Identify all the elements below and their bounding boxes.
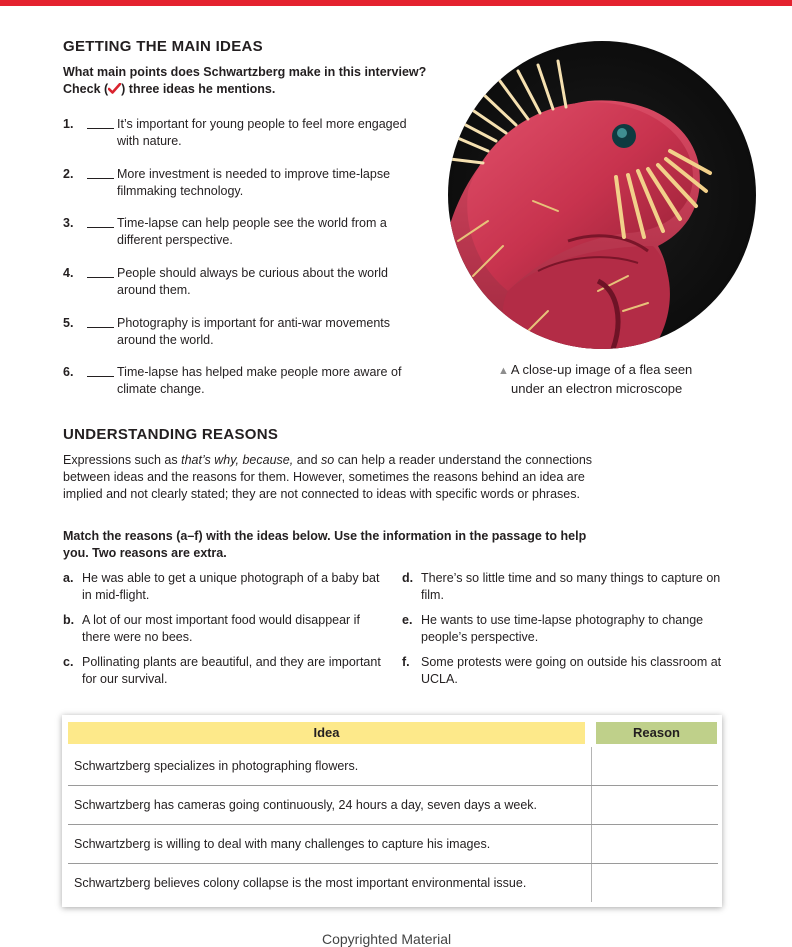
idea-cell: Schwartzberg believes colony collapse is the most important environmental issue. (74, 876, 527, 890)
item-text: Photography is important for anti-war movements around the world. (117, 315, 391, 347)
item-number: 2. (63, 166, 74, 181)
item-number: 5. (63, 315, 74, 330)
table-row (68, 747, 718, 786)
instruction-pre: Check ( (63, 82, 109, 96)
footer-text: Copyrighted Material (322, 931, 452, 947)
table-row (68, 786, 718, 825)
item-text: Time-lapse has helped make people more aware of climate change. (117, 365, 402, 397)
flea-microscope-photo (448, 41, 756, 349)
item-text: Time-lapse can help people see the world from a different perspective. (117, 216, 387, 248)
caption-line2: under an electron microscope (511, 381, 683, 396)
reasons-paragraph (63, 452, 593, 503)
idea-item-2 (63, 166, 433, 216)
reason-text: Some protests were going on outside his classroom at UCLA. (421, 655, 722, 686)
idea-item-4 (63, 265, 433, 315)
reason-e (402, 612, 732, 646)
idea-item-3 (63, 215, 433, 265)
reason-text: Pollinating plants are beautiful, and they are important for our survival. (82, 655, 381, 686)
idea-cell: Schwartzberg specializes in photographing flowers. (74, 759, 359, 773)
idea-item-5 (63, 315, 433, 365)
triangle-up-icon: ▲ (498, 365, 509, 377)
para-italic: so (321, 453, 335, 467)
reason-letter: e. (402, 613, 413, 627)
para-text: and (293, 453, 322, 467)
reason-text: He wants to use time-lapse photography to change people’s perspective. (421, 613, 704, 644)
section-title-reasons: UNDERSTANDING REASONS (63, 426, 279, 443)
photo-caption (498, 361, 738, 398)
instruction-post: ) three ideas he mentions. (121, 82, 276, 96)
column-divider (591, 864, 592, 902)
column-header-reason: Reason (596, 722, 717, 744)
check-blank[interactable] (87, 227, 114, 228)
check-blank[interactable] (87, 376, 114, 377)
reason-letter: f. (402, 655, 410, 669)
instruction-line1: What main points does Schwartzberg make in this interview? (63, 65, 427, 79)
checkmark-icon (108, 82, 121, 93)
para-italic: that’s why, because, (181, 453, 294, 467)
idea-cell: Schwartzberg has cameras going continuously, 24 hours a day, seven days a week. (74, 798, 537, 812)
table-row (68, 864, 718, 903)
table-row (68, 825, 718, 864)
column-header-idea: Idea (68, 722, 585, 744)
reason-text: A lot of our most important food would disappear if there were no bees. (82, 613, 360, 644)
item-number: 3. (63, 216, 74, 231)
main-ideas-instruction (63, 64, 463, 98)
item-text: More investment is needed to improve time-lapse filmmaking technology. (117, 166, 391, 198)
reasons-right-column (402, 570, 732, 696)
caption-line1: A close-up image of a flea seen (510, 362, 693, 377)
para-text: Expressions such as (63, 453, 182, 467)
column-divider (591, 747, 592, 785)
item-number: 4. (63, 266, 74, 281)
reason-letter: b. (63, 613, 75, 627)
reasons-instruction: Match the reasons (a–f) with the ideas below. Use the information in the passage to help you. Two reasons are extra. (63, 529, 587, 560)
main-ideas-list (63, 116, 433, 414)
reason-f (402, 654, 732, 688)
reason-letter: c. (63, 655, 74, 669)
check-blank[interactable] (87, 277, 114, 278)
idea-cell: Schwartzberg is willing to deal with many challenges to capture his images. (74, 837, 491, 851)
reason-b (63, 612, 381, 646)
reason-letter: a. (63, 571, 74, 585)
check-blank[interactable] (87, 327, 114, 328)
check-blank[interactable] (87, 128, 114, 129)
reason-d (402, 570, 732, 604)
idea-item-6 (63, 364, 433, 414)
reason-c (63, 654, 381, 688)
idea-item-1 (63, 116, 433, 166)
item-number: 6. (63, 365, 74, 380)
column-divider (591, 786, 592, 824)
idea-reason-table (62, 715, 722, 907)
reason-a (63, 570, 381, 604)
item-number: 1. (63, 117, 74, 131)
reason-text: There’s so little time and so many things to capture on film. (421, 571, 721, 602)
reason-letter: d. (402, 571, 414, 585)
item-text: People should always be curious about the world around them. (117, 266, 389, 298)
check-blank[interactable] (87, 178, 114, 179)
reason-text: He was able to get a unique photograph of a baby bat in mid-flight. (82, 571, 380, 602)
item-text: It’s important for young people to feel more engaged with nature. (117, 117, 407, 148)
section-title-main-ideas: GETTING THE MAIN IDEAS (63, 38, 263, 55)
para-text: can help a reader understand the connections between ideas and the reasons for them. However, sometimes the reasons behind an idea are implied and not clearly stated; they are not connected to ideas with specific words or phrases. (63, 453, 593, 501)
column-divider (591, 825, 592, 863)
reasons-left-column (63, 570, 381, 696)
top-accent-bar (0, 0, 792, 6)
